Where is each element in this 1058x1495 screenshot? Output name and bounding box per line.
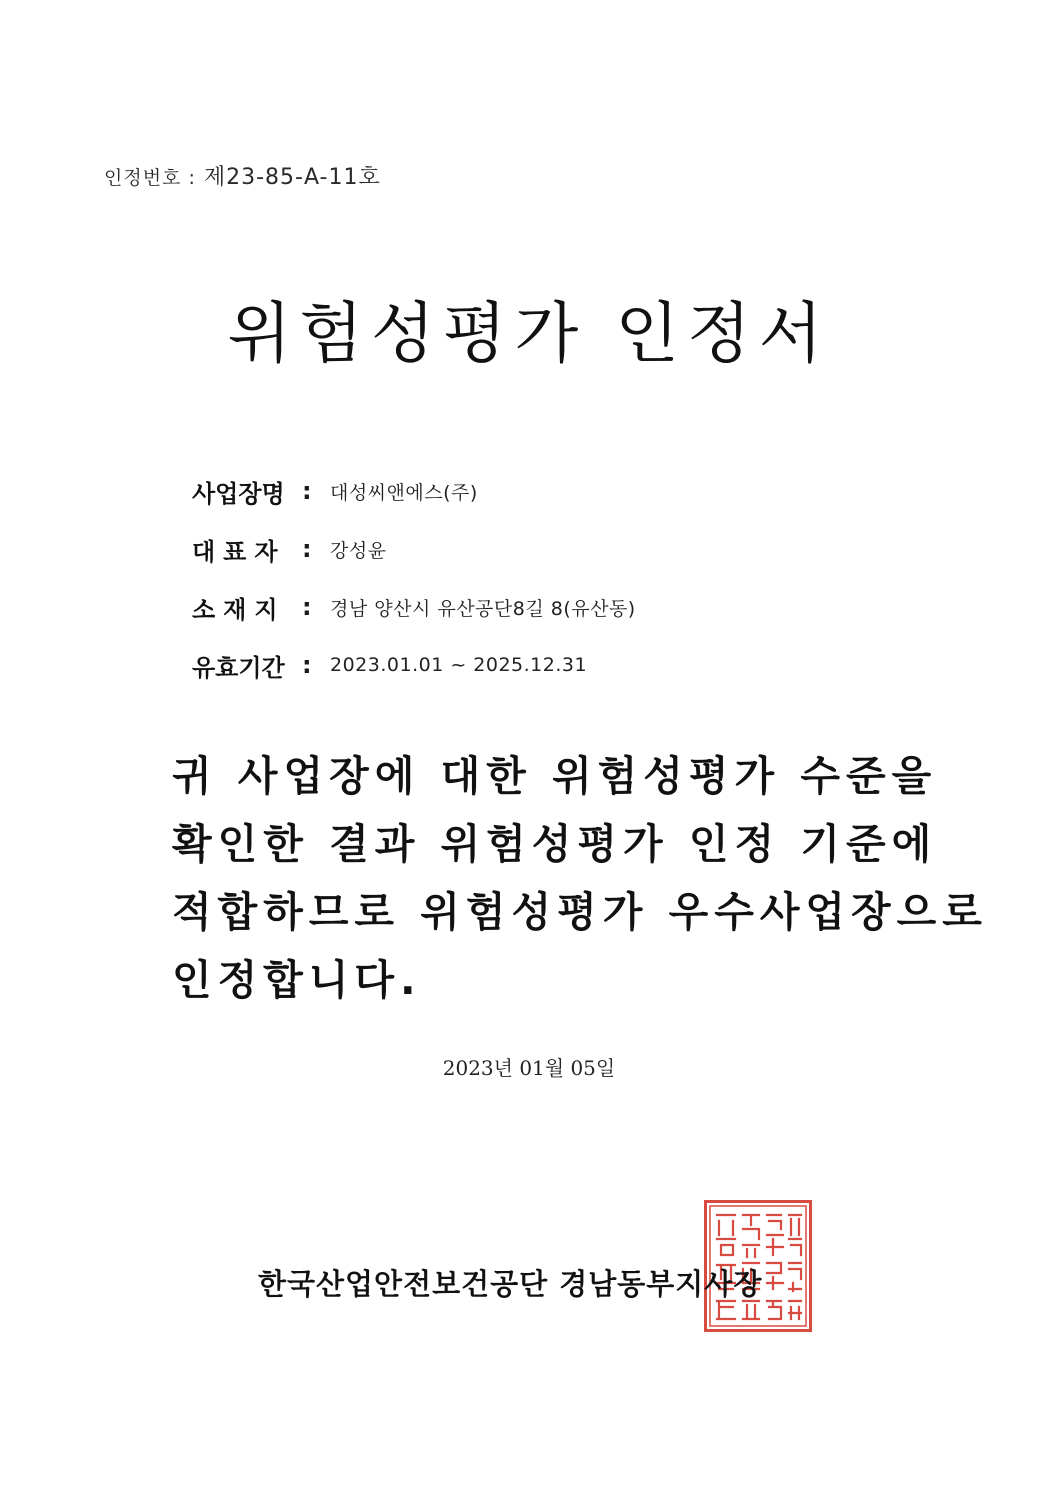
info-table: [192, 462, 636, 694]
statement-line: 적합하므로 위험성평가 우수사업장으로: [172, 888, 988, 936]
info-label: 소재지: [192, 595, 286, 624]
info-value: 경남 양산시 유산공단8길 8(유산동): [330, 597, 636, 620]
info-label: 사업장명: [192, 479, 285, 508]
info-colon: :: [302, 477, 312, 505]
issue-date: 2023년 01월 05일: [442, 1056, 616, 1080]
statement-line: 인정합니다.: [172, 956, 422, 1004]
info-row-validity: [192, 636, 636, 694]
certificate-number-label: 인정번호 :: [104, 167, 196, 189]
info-value: 강성윤: [330, 539, 387, 562]
issuer-name: 한국산업안전보건공단 경남동부지사장: [258, 1267, 763, 1301]
certificate-number-value: 제23-85-A-11호: [203, 165, 381, 190]
info-colon: :: [302, 535, 312, 563]
info-row-business-name: [192, 462, 636, 520]
info-row-representative: [192, 520, 636, 578]
statement-line: 귀 사업장에 대한 위험성평가 수준을: [172, 752, 938, 800]
certificate-number: [104, 160, 381, 191]
info-row-address: [192, 578, 636, 636]
certification-statement: [172, 742, 988, 1014]
info-value: 대성씨앤에스(주): [330, 481, 478, 504]
info-label: 유효기간: [192, 653, 285, 682]
certificate-title: 위험성평가 인정서: [227, 295, 831, 372]
info-colon: :: [302, 651, 312, 679]
statement-line: 확인한 결과 위험성평가 인정 기준에: [172, 820, 938, 868]
info-label: 대표자: [192, 537, 286, 566]
info-colon: :: [302, 593, 312, 621]
info-value: 2023.01.01 ~ 2025.12.31: [330, 654, 588, 676]
